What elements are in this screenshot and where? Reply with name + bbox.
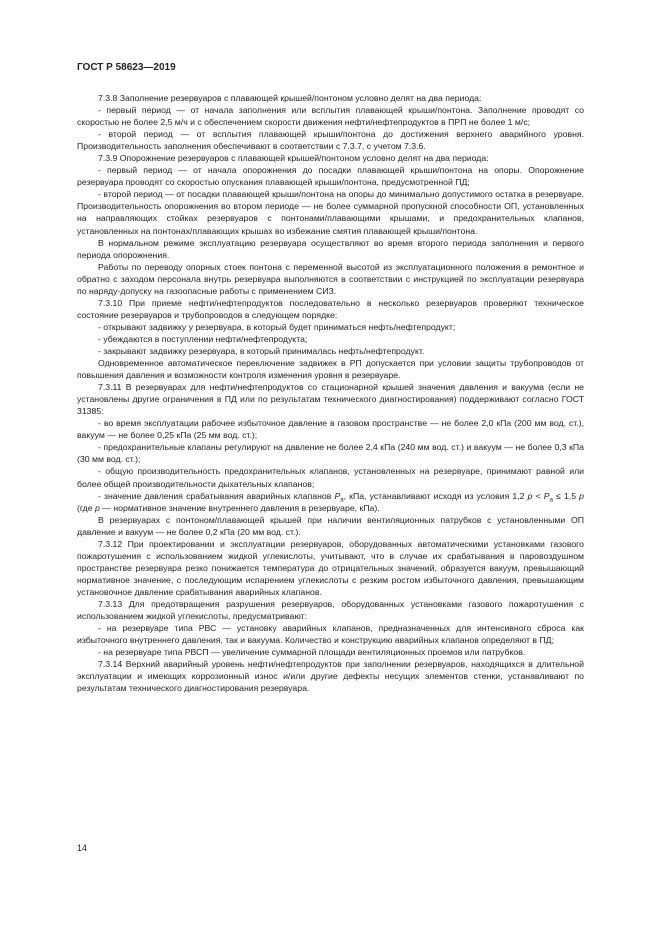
paragraph: 7.3.13 Для предотвращения разрушения резервуаров, оборудованных установками газового пожаротушения с использованием жидкой углекислоты, предусматривают:: [77, 598, 584, 622]
paragraph: - второй период — от всплытия плавающей крыши/понтона до достижения верхнего аварийного уровня. Производительность заполнения обеспечивают в соответствии с 7.3.7, с учетом 7.3.6.: [77, 129, 584, 152]
text-run: (где: [77, 502, 95, 513]
subscript-a: a: [340, 497, 344, 504]
text-run: ≤ 1,5: [552, 490, 580, 501]
page-number: 14: [77, 843, 88, 853]
paragraph: - закрывают задвижку резервуара, в который принималась нефть/нефтепродукт.: [98, 345, 425, 356]
paragraph: 7.3.14 Верхний аварийный уровень нефти/нефтепродуктов при заполнении резервуаров, находящихся в длительной эксплуатации и имеющих коррозионный износ и/или другие дефекты несущих элементов стенки, устанавливают по результатам технического диагностирования резервуара.: [77, 659, 584, 694]
paragraph: - на резервуаре типа РВСП — увеличение суммарной площади вентиляционных проемов или патрубков.: [98, 647, 526, 658]
subscript-a: a: [549, 497, 553, 504]
paragraph: - во время эксплуатации рабочее избыточное давление в газовом пространстве — не более 2,0 кПа (200 мм вод. ст.), вакуум — не более 0,25 кПа (25 мм вод. ст.);: [77, 418, 584, 441]
document-header: ГОСТ Р 58623—2019: [77, 62, 176, 73]
paragraph: 7.3.12 При проектировании и эксплуатации резервуаров, оборудованных автоматическими установками газового пожаротушения с использованием жидкой углекислоты, учитывают, что в случае их срабатывания в паровоздушном пространстве резервуара резко понижается температура до отрицательных значений, образуется вакуум, превышающий нормативное значение, с последующим испарением углекислоты с резким ростом избыточного давления, превышающим установочное давление срабатывания аварийных клапанов.: [77, 538, 584, 597]
paragraph-emergency-valve-pressure: [77, 490, 584, 514]
paragraph: - второй период — от посадки плавающей крыши/понтона на опоры до минимально допустимого остатка в резервуаре. Производительность опорожнения во втором периоде — не более суммарной пропускной способности ОП, установленных на направляющих стойках резервуаров с понтонами/плавающими крышами, и предохранительных клапанов, установленных на понтонах/плавающих крышах во избежание смятия плавающей крыши/понтона.: [77, 189, 584, 236]
paragraph: - убеждаются в поступлении нефти/нефтепродукта;: [98, 333, 308, 344]
paragraph: 7.3.10 При приеме нефти/нефтепродуктов последовательно в несколько резервуаров проверяют техническое состояние резервуаров и трубопроводов в следующем порядке:: [77, 297, 584, 320]
text-run: , кПа, устанавливают исходя из условия 1,2: [343, 490, 528, 501]
text-run: — нормативное значение внутреннего давления в резервуаре, кПа).: [99, 502, 380, 513]
paragraph: - общую производительность предохранительных клапанов, установленных на резервуаре, принимают равной или более общей производительности дыхательных клапанов;: [77, 466, 584, 489]
paragraph: - открывают задвижку у резервуара, в который будет приниматься нефть/нефтепродукт;: [98, 321, 456, 332]
paragraph: - первый период — от начала заполнения или всплытия плавающей крыши/понтона. Заполнение проводят со скоростью не более 2,5 м/ч и с обеспечением скорости движения нефти/нефтепродуктов в ПРП не более 1 м/с;: [77, 105, 584, 128]
variable-p: p: [95, 502, 100, 513]
text-run: <: [532, 490, 544, 501]
paragraph: Работы по переводу опорных стоек понтона с переменной высотой из эксплуатационного положения в ремонтное и обратно с заходом персонала внутрь резервуара выполняются в соответствии с инструкцией по эксплуатации резервуара по наряду-допуску на газоопасные работы с применением СИЗ.: [77, 261, 584, 296]
paragraph: 7.3.11 В резервуарах для нефти/нефтепродуктов со стационарной крышей значения давления и вакуума (если не установлены другие ограничения в ПД или по результатам технического диагностирования) поддерживают согласно ГОСТ 31385:: [77, 382, 584, 417]
variable-p: p: [527, 490, 533, 501]
paragraph: В резервуарах с понтоном/плавающей крышей при наличии вентиляционных патрубков с установленными ОП давление и вакуум — не более 0,2 кПа (20 мм вод. ст.).: [77, 514, 584, 537]
paragraph: - на резервуаре типа РВС — установку аварийных клапанов, предназначенных для интенсивного сброса как избыточного внутреннего давления, так и вакуума. Количество и конструкцию аварийных клапанов определяют в ПД;: [77, 623, 584, 646]
text-run: - значение давления срабатывания аварийных клапанов: [98, 490, 335, 501]
paragraph: - предохранительные клапаны регулируют на давление не более 2,4 кПа (240 мм вод. ст.) и вакуум — не более 0,3 кПа (30 мм вод. ст.);: [77, 442, 584, 465]
variable-p: p: [579, 490, 584, 501]
document-body: [77, 92, 584, 694]
paragraph: В нормальном режиме эксплуатацию резервуара осуществляют во время второго периода заполнения и первого периода опорожнения.: [77, 237, 584, 260]
paragraph-group: [77, 92, 584, 490]
variable-P: P: [334, 490, 341, 501]
variable-P: P: [543, 490, 550, 501]
paragraph: Одновременное автоматическое переключение задвижек в РП допускается при условии защиты трубопроводов от повышения давления и возможности контроля изменения уровня в резервуаре.: [77, 358, 584, 381]
paragraph-group: [77, 514, 584, 695]
paragraph: 7.3.9 Опорожнение резервуаров с плавающей крышей/понтоном условно делят на два периода:: [98, 153, 489, 164]
paragraph: 7.3.8 Заполнение резервуаров с плавающей крышей/понтоном условно делят на два периода:: [98, 93, 482, 103]
paragraph: - первый период — от начала опорожнения до посадки плавающей крыши/понтона на опоры. Опорожнение резервуара проводят со скоростью опускания плавающей крыши/понтона, предусмотренной ПД;: [77, 165, 584, 188]
